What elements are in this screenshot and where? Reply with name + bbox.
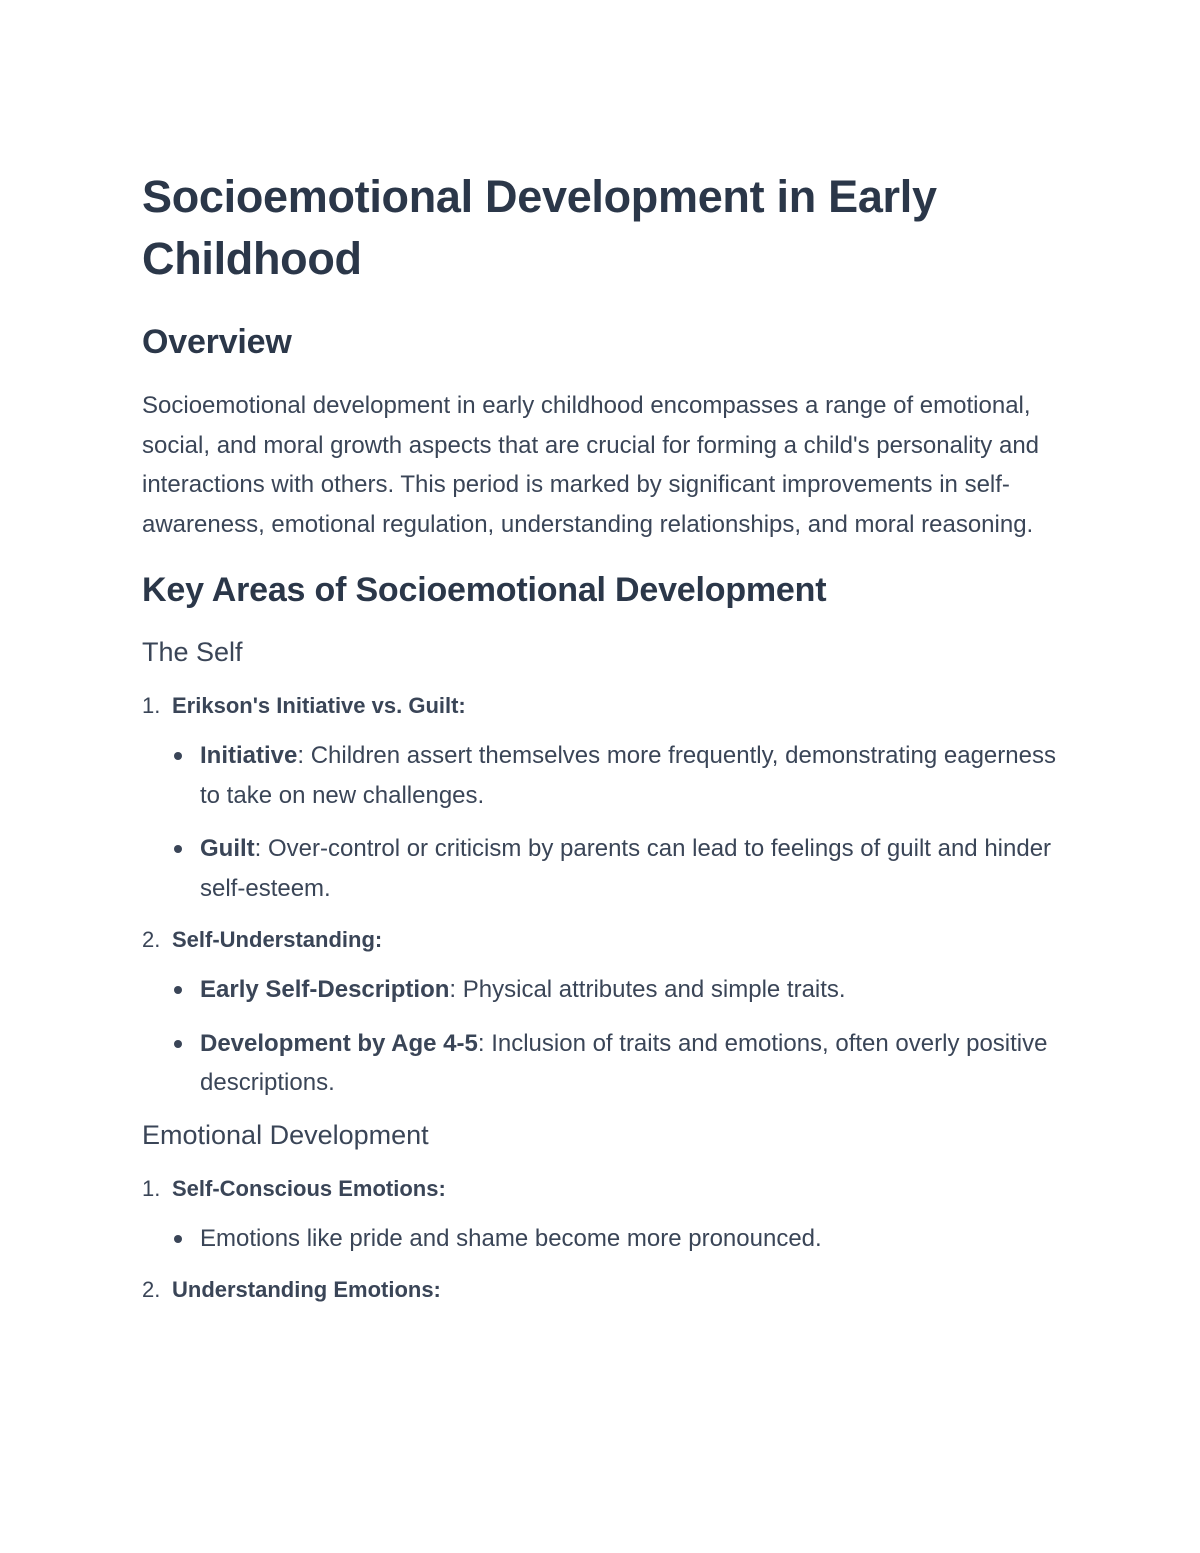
bullet-dot-icon [174, 1040, 182, 1048]
bullet-dot-icon [174, 986, 182, 994]
bullet-text: : Children assert themselves more frequently, demonstrating eagerness to take on new challenges. [200, 742, 1056, 809]
bullet-item [200, 1024, 1060, 1103]
list-item-label: Self-Understanding: [172, 927, 383, 952]
page-title: Socioemotional Development in Early Childhood [142, 171, 937, 284]
bullet-text: : Physical attributes and simple traits. [449, 976, 846, 1003]
list-item [142, 1171, 1060, 1259]
bullet-term: Guilt [200, 835, 255, 862]
bullet-list [142, 1219, 1060, 1259]
bullet-item [200, 829, 1060, 908]
self-list [142, 688, 1060, 1103]
bullet-dot-icon [174, 752, 182, 760]
overview-paragraph: Socioemotional development in early childhood encompasses a range of emotional, social, and moral growth aspects that are crucial for forming a child's personality and interactions with others. This period is marked by significant improvements in self-awareness, emotional regulation, understanding relationships, and moral reasoning. [142, 392, 1040, 538]
list-number: 2. [142, 927, 161, 952]
bullet-item [200, 1219, 1060, 1259]
bullet-list [142, 736, 1060, 908]
list-item [142, 922, 1060, 1103]
bullet-item [200, 970, 1060, 1010]
bullet-item [200, 736, 1060, 815]
bullet-term: Initiative [200, 742, 298, 769]
bullet-text: : Inclusion of traits and emotions, often overly positive descriptions. [200, 1029, 1048, 1096]
bullet-list [142, 970, 1060, 1103]
list-number: 1. [142, 1175, 161, 1201]
overview-heading: Overview [142, 323, 292, 361]
list-item [142, 688, 1060, 908]
emotional-heading: Emotional Development [142, 1119, 429, 1150]
list-number: 1. [142, 693, 161, 718]
list-item-label: Erikson's Initiative vs. Guilt: [172, 693, 466, 718]
bullet-term: Development by Age 4-5 [200, 1029, 478, 1057]
list-item [142, 1272, 1060, 1308]
bullet-dot-icon [174, 1235, 182, 1243]
bullet-dot-icon [174, 845, 182, 853]
list-item-label: Self-Conscious Emotions: [172, 1175, 446, 1201]
bullet-text: Emotions like pride and shame become more pronounced. [200, 1224, 822, 1252]
key-areas-heading: Key Areas of Socioemotional Development [142, 571, 827, 609]
list-item-label: Understanding Emotions: [172, 1277, 441, 1302]
bullet-term: Early Self-Description [200, 976, 450, 1003]
list-number: 2. [142, 1277, 161, 1302]
self-heading: The Self [142, 637, 243, 667]
emotional-list [142, 1171, 1060, 1309]
bullet-text: : Over-control or criticism by parents can lead to feelings of guilt and hinder self-esteem. [200, 835, 1052, 902]
